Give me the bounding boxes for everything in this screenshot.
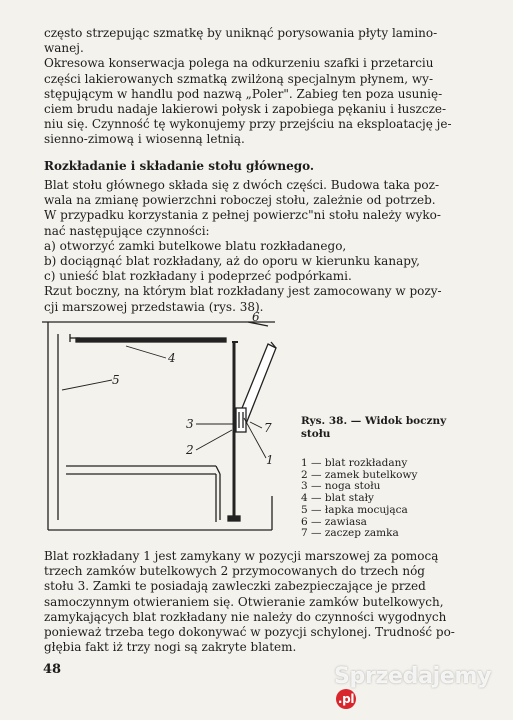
legend-item: 4 — blat stały <box>301 492 374 505</box>
text-line: głębia fakt iż trzy nogi są zakryte blatem. <box>44 640 297 655</box>
text-line: stołu 3. Zamki te posiadają zawleczki zabezpieczające je przed <box>44 579 426 594</box>
text-line: zamykających blat rozkładany nie należy do czynności wygodnych <box>44 609 447 624</box>
text-line: sienno-zimową i wiosenną letnią. <box>44 132 245 147</box>
text-line: nać następujące czynności: <box>44 223 210 238</box>
callout-label-3: 3 <box>186 417 194 431</box>
callout-label-1: 1 <box>266 453 274 467</box>
text-line: b) dociągnąć blat rozkładany, aż do oporu w kierunku kanapy, <box>44 254 420 269</box>
legend-item: 1 — blat rozkładany <box>301 457 408 469</box>
text-line: często strzepując szmatkę by uniknąć porysowania płyty lamino- <box>44 26 438 40</box>
callout-label-6: 6 <box>252 312 260 324</box>
figure-caption-line: Rys. 38. — Widok boczny <box>301 415 447 427</box>
figure-caption <box>301 415 471 441</box>
text-line: Blat stołu głównego składa się z dwóch części. Budowa taka poz- <box>44 178 440 192</box>
table-side-view-diagram <box>40 312 290 538</box>
callout-label-7: 7 <box>264 421 272 435</box>
text-line: c) unieść blat rozkładany i podeprzeć podpórkami. <box>44 269 352 284</box>
watermark-suffix: .pl <box>336 689 356 709</box>
paragraph-locks <box>44 549 462 655</box>
text-line: części lakierowanych szmatką zwilżoną specjalnym płynem, wy- <box>44 71 433 86</box>
callout-label-5: 5 <box>112 373 120 387</box>
paragraph-unfolding <box>44 178 462 315</box>
text-line: ponieważ trzeba tego dokonywać w pozycji schylonej. Trudność po- <box>44 625 455 640</box>
callout-label-4: 4 <box>168 351 176 365</box>
figure-legend <box>301 458 471 540</box>
text-line: ciem brudu nadaje lakierowi połysk i zapobiega pękaniu i łuszcze- <box>44 102 447 117</box>
legend-item: 2 — zamek butelkowy <box>301 468 418 481</box>
leg-foot <box>228 516 240 521</box>
section-heading: Rozkładanie i składanie stołu głównego. <box>44 159 315 173</box>
text-line: niu się. Czynność tę wykonujemy przy przejściu na eksploatację je- <box>44 117 452 132</box>
page-number: 48 <box>43 662 62 677</box>
text-line: trzech zamków butelkowych 2 przymocowanych do trzech nóg <box>44 564 425 579</box>
text-line: a) otworzyć zamki butelkowe blatu rozkładanego, <box>44 238 347 253</box>
text-line: Okresowa konserwacja polega na odkurzeniu szafki i przetarciu <box>44 56 434 71</box>
legend-item: 5 — łapka mocująca <box>301 503 408 516</box>
figure-caption-line: stołu <box>301 428 331 440</box>
legend-item: 3 — noga stołu <box>301 480 381 493</box>
watermark-logo <box>334 664 513 717</box>
text-line: samoczynnym otwieraniem się. Otwieranie zamków butelkowych, <box>44 594 444 609</box>
legend-item: 7 — zaczep zamka <box>301 527 399 540</box>
text-line: stępującym w handlu pod nazwą „Poler". Zabieg ten poza usunię- <box>44 86 443 101</box>
bottle-lock <box>236 408 246 432</box>
watermark-text: Sprzedajemy <box>334 664 492 689</box>
text-line: W przypadku korzystania z pełnej powierzc"ni stołu należy wyko- <box>44 208 441 223</box>
paragraph-maintenance <box>44 26 462 148</box>
callout-label-2: 2 <box>186 443 194 457</box>
fixed-tabletop <box>76 338 226 342</box>
legend-item: 6 — zawiasa <box>301 515 367 528</box>
text-line: cji marszowej przedstawia (rys. 38). <box>44 299 264 314</box>
text-line: Rzut boczny, na którym blat rozkładany jest zamocowany w pozy- <box>44 284 442 299</box>
text-line: Blat rozkładany 1 jest zamykany w pozycji marszowej za pomocą <box>44 549 439 563</box>
text-line: wanej. <box>44 41 84 56</box>
text-line: wala na zmianę powierzchni roboczej stołu, zależnie od potrzeb. <box>44 193 436 208</box>
